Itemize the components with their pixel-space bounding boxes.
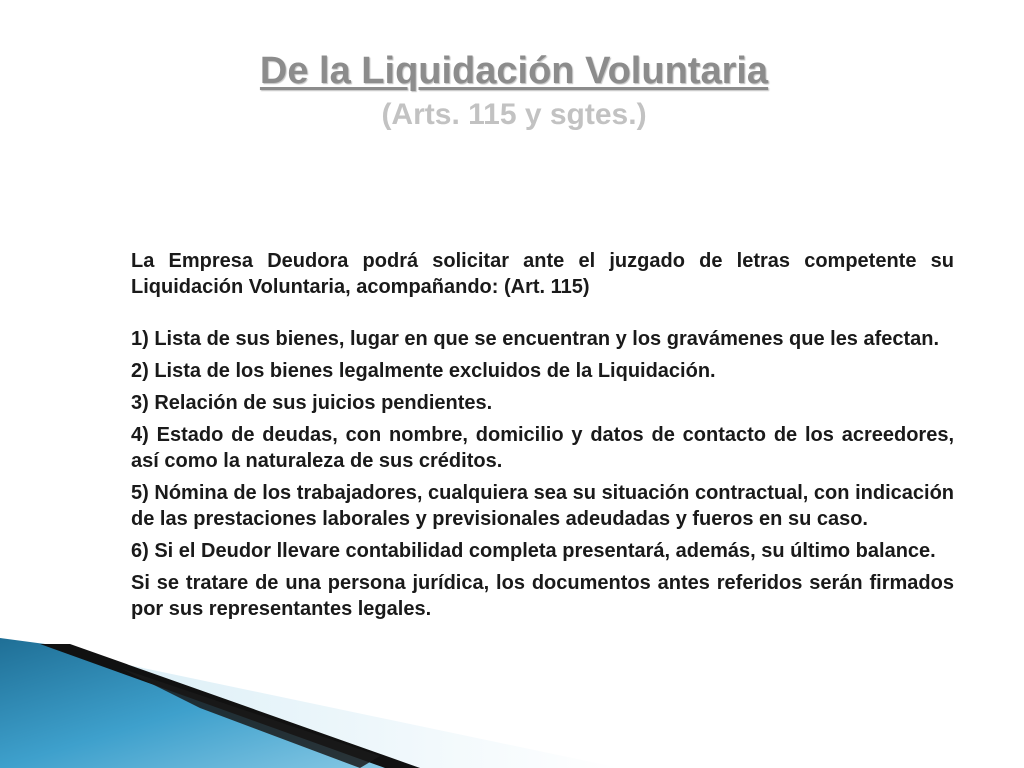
decor-blue-band [0, 638, 420, 768]
list-item-2: 2) Lista de los bienes legalmente excluidos de la Liquidación. [131, 360, 716, 382]
list-item-5: 5) Nómina de los trabajadores, cualquiera sea su situación contractual, con indicación de las prestaciones laborales y previsionales adeudadas y fueros en su caso. [131, 482, 954, 530]
decor-dark-wedge [120, 668, 380, 768]
closing-paragraph: Si se tratare de una persona jurídica, los documentos antes referidos serán firmados por sus representantes legales. [131, 572, 954, 620]
list-item-4: 4) Estado de deudas, con nombre, domicilio y datos de contacto de los acreedores, así como la naturaleza de sus créditos. [131, 424, 954, 472]
slide-body [131, 248, 954, 628]
decor-light-band [0, 638, 620, 768]
corner-decoration [0, 638, 620, 768]
title-block [0, 48, 1024, 132]
slide-title: De la Liquidación Voluntaria [259, 50, 769, 92]
slide-subtitle: (Arts. 115 y sgtes.) [381, 98, 647, 131]
list-item-1: 1) Lista de sus bienes, lugar en que se encuentran y los gravámenes que les afectan. [131, 328, 940, 350]
list-item-3: 3) Relación de sus juicios pendientes. [131, 392, 493, 414]
intro-paragraph: La Empresa Deudora podrá solicitar ante el juzgado de letras competente su Liquidación Voluntaria, acompañando: (Art. 115) [131, 250, 954, 298]
list-item-6: 6) Si el Deudor llevare contabilidad completa presentará, además, su último balance. [131, 540, 936, 562]
decor-dark-stripe [40, 644, 420, 768]
